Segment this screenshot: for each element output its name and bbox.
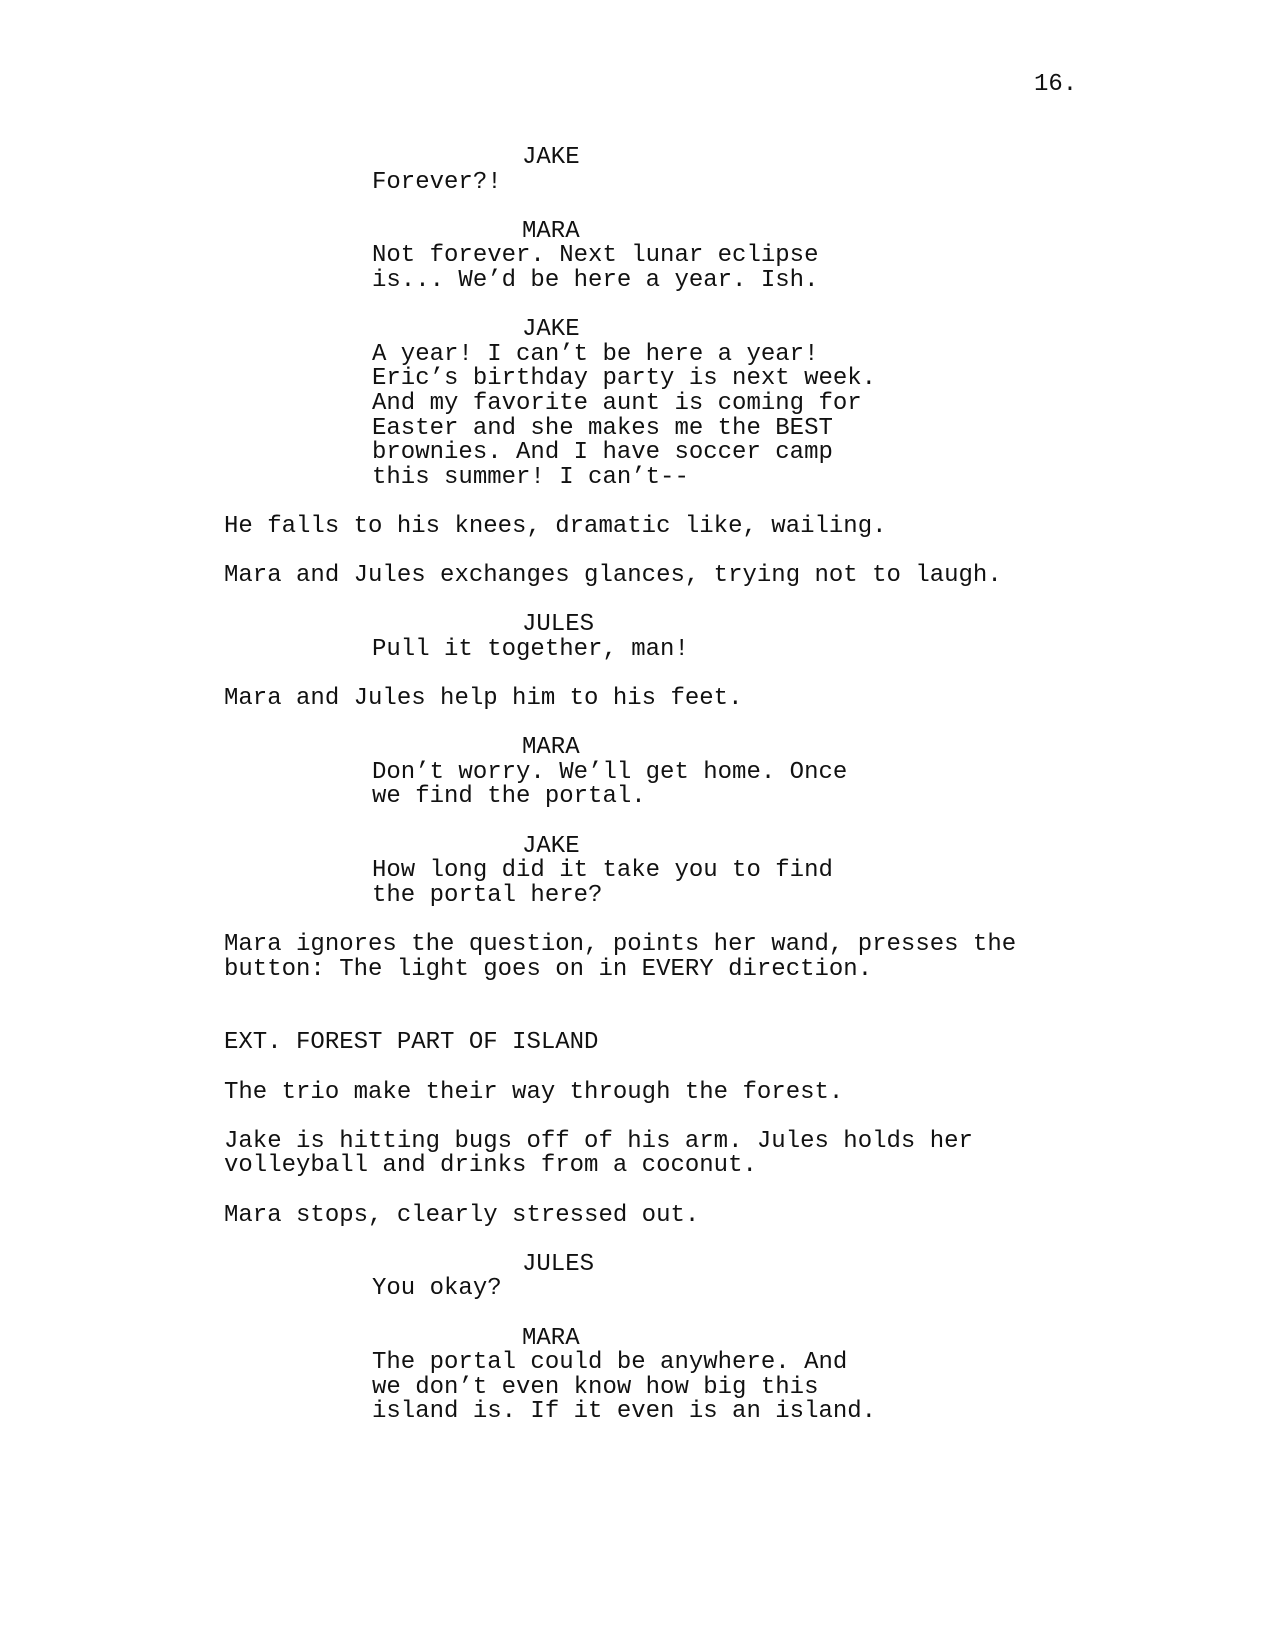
page-number: 16. — [1034, 71, 1078, 98]
character-name: JULES — [522, 1250, 595, 1278]
character-name: JAKE — [522, 316, 580, 344]
action-line: Mara stops, clearly stressed out. — [224, 1201, 700, 1229]
action-line: He falls to his knees, dramatic like, wailing. — [224, 512, 887, 540]
action-line: Mara ignores the question, points her wand, presses the button: The light goes on in EVERY direction. — [224, 931, 1017, 983]
character-name: JAKE — [522, 144, 580, 171]
dialogue: A year! I can’t be here a year! Eric’s birthday party is next week. And my favorite aunt is coming for Easter and she makes me the BEST brownies. And I have soccer camp this summer! I can’t-- — [372, 340, 877, 491]
character-name: JAKE — [522, 832, 580, 860]
character-name: MARA — [522, 217, 580, 245]
dialogue: The portal could be anywhere. And we don’t even know how big this island is. If it even is an island. — [372, 1349, 877, 1426]
character-name: MARA — [522, 734, 580, 762]
character-name: JULES — [522, 611, 595, 639]
character-name: MARA — [522, 1324, 580, 1352]
action-line: Mara and Jules exchanges glances, trying not to laugh. — [224, 562, 1002, 590]
action-line: The trio make their way through the forest. — [224, 1078, 844, 1106]
dialogue: How long did it take you to find the portal here? — [372, 857, 833, 909]
script-body — [224, 146, 1084, 1425]
dialogue: Don’t worry. We’ll get home. Once we find the portal. — [372, 758, 848, 811]
dialogue: Forever?! — [372, 168, 502, 196]
action-line: Mara and Jules help him to his feet. — [224, 685, 743, 713]
dialogue: Pull it together, man! — [372, 635, 689, 663]
dialogue: Not forever. Next lunar eclipse is... We’d be here a year. Ish. — [372, 242, 819, 294]
action-line: Jake is hitting bugs off of his arm. Jules holds her volleyball and drinks from a coconut. — [224, 1127, 973, 1180]
scene-heading: EXT. FOREST PART OF ISLAND — [224, 1029, 599, 1057]
dialogue: You okay? — [372, 1275, 502, 1303]
